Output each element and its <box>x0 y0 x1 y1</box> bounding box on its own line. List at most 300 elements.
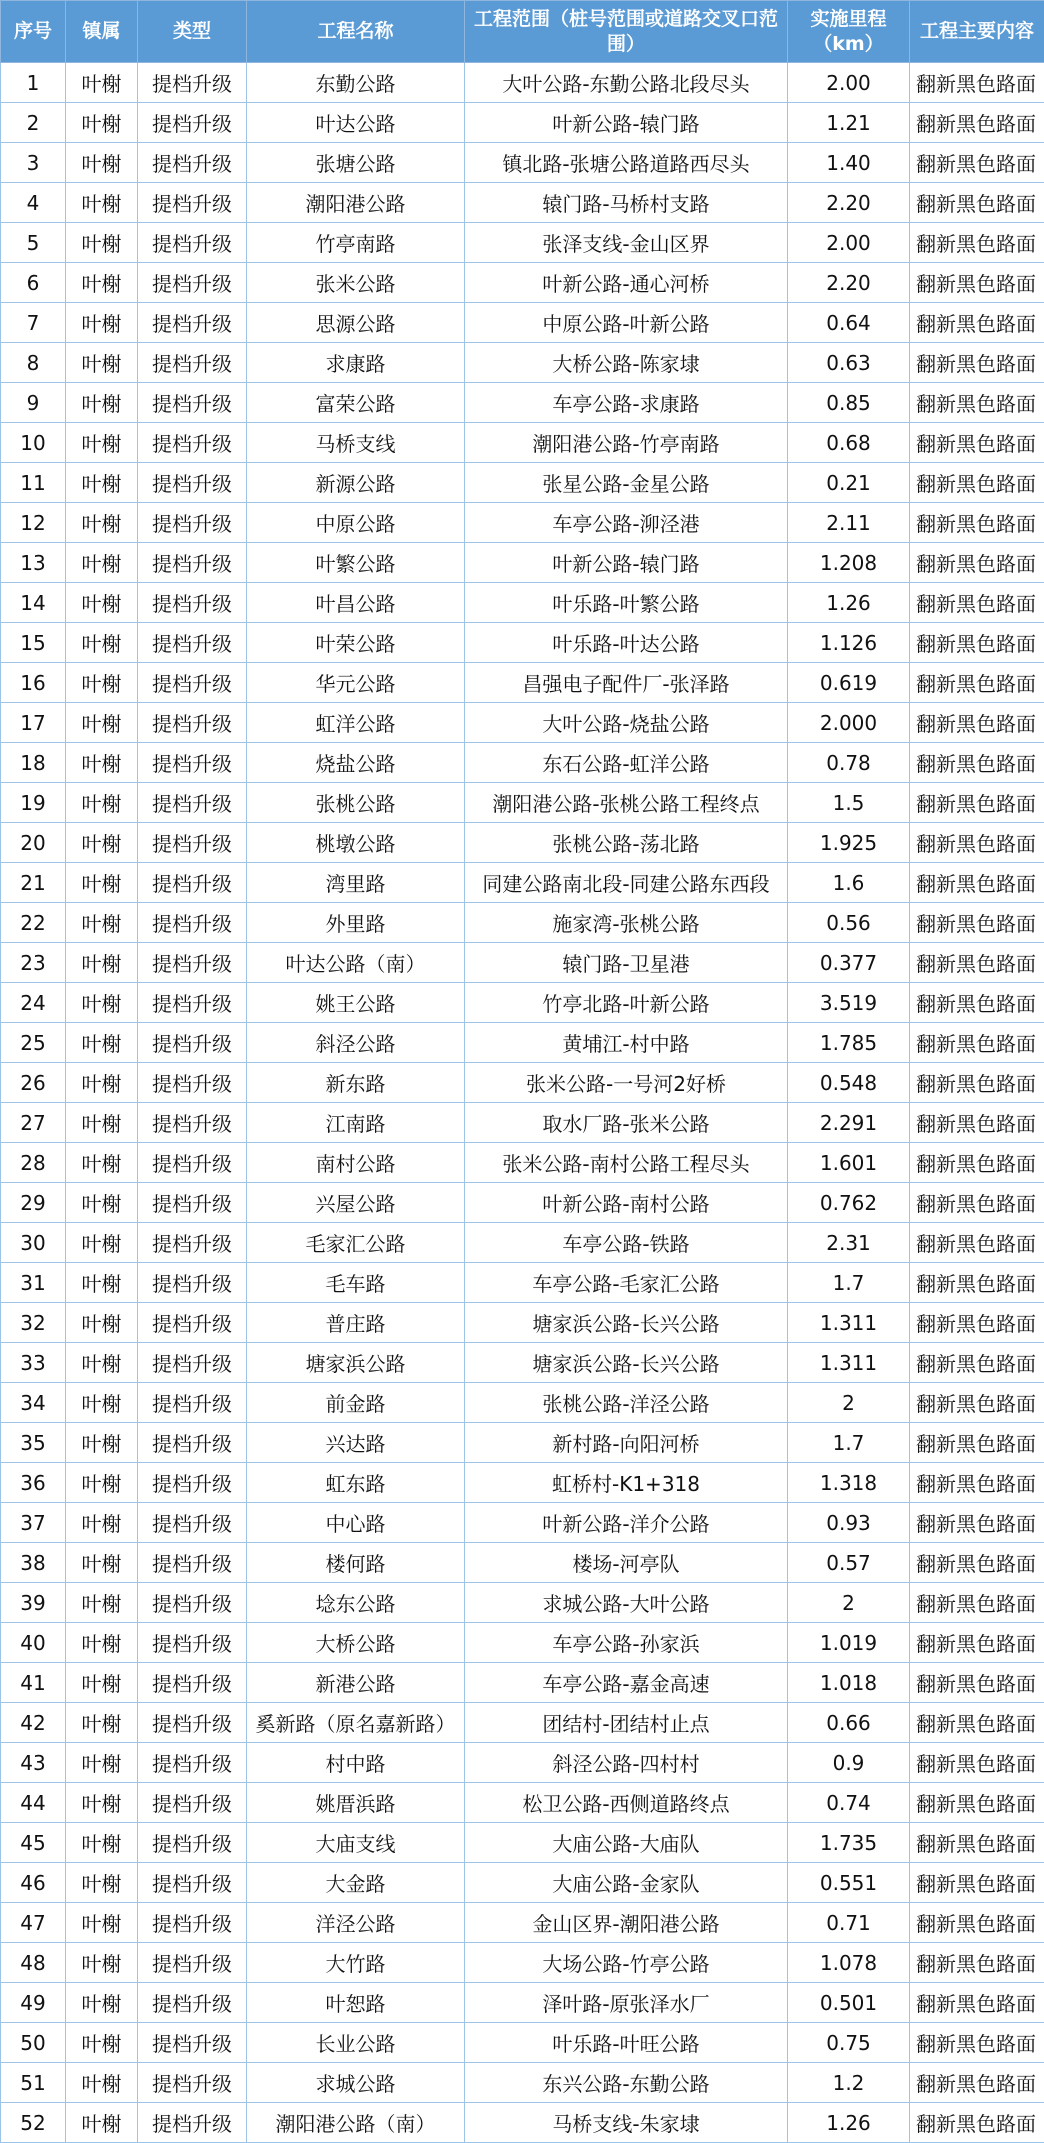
cell-project-scope: 叶新公路-洋介公路 <box>465 1503 788 1543</box>
header-project-scope: 工程范围（桩号范围或道路交叉口范围） <box>465 1 788 63</box>
cell-project-name: 兴屋公路 <box>247 1183 465 1223</box>
cell-project-scope: 团结村-团结村止点 <box>465 1703 788 1743</box>
cell-type: 提档升级 <box>138 1343 247 1383</box>
cell-main-content: 翻新黑色路面 <box>910 1103 1044 1143</box>
cell-project-scope: 马桥支线-朱家埭 <box>465 2103 788 2143</box>
cell-project-scope: 车亭公路-求康路 <box>465 383 788 423</box>
cell-project-name: 奚新路（原名嘉新路） <box>247 1703 465 1743</box>
cell-town: 叶榭 <box>66 503 138 543</box>
cell-index: 52 <box>1 2103 66 2143</box>
cell-mileage: 0.57 <box>788 1543 910 1583</box>
cell-main-content: 翻新黑色路面 <box>910 983 1044 1023</box>
cell-mileage: 0.66 <box>788 1703 910 1743</box>
cell-type: 提档升级 <box>138 1863 247 1903</box>
cell-type: 提档升级 <box>138 2103 247 2143</box>
cell-type: 提档升级 <box>138 1543 247 1583</box>
header-type: 类型 <box>138 1 247 63</box>
cell-project-scope: 张星公路-金星公路 <box>465 463 788 503</box>
cell-project-name: 叶恕路 <box>247 1983 465 2023</box>
cell-town: 叶榭 <box>66 703 138 743</box>
cell-project-scope: 车亭公路-泖泾港 <box>465 503 788 543</box>
cell-project-name: 毛家汇公路 <box>247 1223 465 1263</box>
cell-project-name: 思源公路 <box>247 303 465 343</box>
cell-mileage: 0.75 <box>788 2023 910 2063</box>
cell-project-name: 江南路 <box>247 1103 465 1143</box>
table-row <box>1 2023 1044 2063</box>
cell-project-scope: 东兴公路-东勤公路 <box>465 2063 788 2103</box>
table-row <box>1 1543 1044 1583</box>
cell-type: 提档升级 <box>138 903 247 943</box>
cell-mileage: 1.311 <box>788 1303 910 1343</box>
cell-mileage: 0.93 <box>788 1503 910 1543</box>
cell-mileage: 1.26 <box>788 583 910 623</box>
cell-index: 28 <box>1 1143 66 1183</box>
table-row <box>1 223 1044 263</box>
cell-project-scope: 车亭公路-铁路 <box>465 1223 788 1263</box>
cell-project-name: 大庙支线 <box>247 1823 465 1863</box>
cell-main-content: 翻新黑色路面 <box>910 903 1044 943</box>
cell-main-content: 翻新黑色路面 <box>910 1223 1044 1263</box>
cell-town: 叶榭 <box>66 1863 138 1903</box>
cell-index: 39 <box>1 1583 66 1623</box>
cell-project-name: 新源公路 <box>247 463 465 503</box>
header-town: 镇属 <box>66 1 138 63</box>
cell-town: 叶榭 <box>66 943 138 983</box>
cell-project-name: 桃墩公路 <box>247 823 465 863</box>
cell-town: 叶榭 <box>66 823 138 863</box>
cell-project-scope: 张桃公路-洋泾公路 <box>465 1383 788 1423</box>
cell-main-content: 翻新黑色路面 <box>910 303 1044 343</box>
cell-project-name: 虹东路 <box>247 1463 465 1503</box>
cell-project-scope: 车亭公路-嘉金高速 <box>465 1663 788 1703</box>
cell-type: 提档升级 <box>138 263 247 303</box>
cell-type: 提档升级 <box>138 1943 247 1983</box>
cell-type: 提档升级 <box>138 823 247 863</box>
cell-mileage: 0.56 <box>788 903 910 943</box>
cell-index: 40 <box>1 1623 66 1663</box>
cell-town: 叶榭 <box>66 1223 138 1263</box>
cell-mileage: 0.21 <box>788 463 910 503</box>
cell-mileage: 2.00 <box>788 223 910 263</box>
cell-main-content: 翻新黑色路面 <box>910 1343 1044 1383</box>
cell-main-content: 翻新黑色路面 <box>910 583 1044 623</box>
cell-index: 44 <box>1 1783 66 1823</box>
cell-project-scope: 叶新公路-辕门路 <box>465 103 788 143</box>
cell-town: 叶榭 <box>66 1103 138 1143</box>
cell-town: 叶榭 <box>66 1783 138 1823</box>
cell-main-content: 翻新黑色路面 <box>910 1543 1044 1583</box>
cell-type: 提档升级 <box>138 1383 247 1423</box>
cell-project-scope: 昌强电子配件厂-张泽路 <box>465 663 788 703</box>
cell-project-name: 叶繁公路 <box>247 543 465 583</box>
cell-project-name: 中原公路 <box>247 503 465 543</box>
cell-project-scope: 车亭公路-毛家汇公路 <box>465 1263 788 1303</box>
cell-type: 提档升级 <box>138 1503 247 1543</box>
cell-index: 6 <box>1 263 66 303</box>
cell-project-name: 毛车路 <box>247 1263 465 1303</box>
cell-project-scope: 松卫公路-西侧道路终点 <box>465 1783 788 1823</box>
cell-main-content: 翻新黑色路面 <box>910 263 1044 303</box>
cell-town: 叶榭 <box>66 1703 138 1743</box>
cell-town: 叶榭 <box>66 103 138 143</box>
cell-index: 16 <box>1 663 66 703</box>
table-row <box>1 463 1044 503</box>
cell-mileage: 0.78 <box>788 743 910 783</box>
cell-index: 38 <box>1 1543 66 1583</box>
cell-town: 叶榭 <box>66 263 138 303</box>
cell-main-content: 翻新黑色路面 <box>910 2063 1044 2103</box>
table-row <box>1 623 1044 663</box>
cell-mileage: 1.26 <box>788 2103 910 2143</box>
cell-project-name: 斜泾公路 <box>247 1023 465 1063</box>
cell-project-name: 求城公路 <box>247 2063 465 2103</box>
cell-project-name: 楼何路 <box>247 1543 465 1583</box>
table-row <box>1 1623 1044 1663</box>
cell-project-scope: 虹桥村-K1+318 <box>465 1463 788 1503</box>
cell-type: 提档升级 <box>138 303 247 343</box>
table-row <box>1 1503 1044 1543</box>
cell-type: 提档升级 <box>138 423 247 463</box>
cell-index: 48 <box>1 1943 66 1983</box>
cell-project-name: 叶昌公路 <box>247 583 465 623</box>
cell-town: 叶榭 <box>66 1503 138 1543</box>
cell-index: 19 <box>1 783 66 823</box>
cell-project-scope: 施家湾-张桃公路 <box>465 903 788 943</box>
cell-mileage: 1.925 <box>788 823 910 863</box>
table-row <box>1 143 1044 183</box>
cell-index: 42 <box>1 1703 66 1743</box>
table-row <box>1 1943 1044 1983</box>
cell-mileage: 2.11 <box>788 503 910 543</box>
table-row <box>1 263 1044 303</box>
cell-town: 叶榭 <box>66 1743 138 1783</box>
cell-project-scope: 潮阳港公路-竹亭南路 <box>465 423 788 463</box>
cell-index: 41 <box>1 1663 66 1703</box>
cell-index: 35 <box>1 1423 66 1463</box>
cell-mileage: 1.311 <box>788 1343 910 1383</box>
cell-type: 提档升级 <box>138 943 247 983</box>
cell-mileage: 0.551 <box>788 1863 910 1903</box>
cell-main-content: 翻新黑色路面 <box>910 1583 1044 1623</box>
table-body <box>1 63 1044 2143</box>
cell-project-name: 求康路 <box>247 343 465 383</box>
cell-town: 叶榭 <box>66 1183 138 1223</box>
cell-main-content: 翻新黑色路面 <box>910 503 1044 543</box>
table-row <box>1 1423 1044 1463</box>
cell-index: 1 <box>1 63 66 103</box>
cell-main-content: 翻新黑色路面 <box>910 543 1044 583</box>
cell-project-scope: 大桥公路-陈家埭 <box>465 343 788 383</box>
cell-project-name: 潮阳港公路（南） <box>247 2103 465 2143</box>
cell-main-content: 翻新黑色路面 <box>910 1383 1044 1423</box>
cell-town: 叶榭 <box>66 1623 138 1663</box>
cell-town: 叶榭 <box>66 63 138 103</box>
cell-project-scope: 辕门路-卫星港 <box>465 943 788 983</box>
cell-mileage: 0.501 <box>788 1983 910 2023</box>
cell-type: 提档升级 <box>138 1983 247 2023</box>
cell-project-scope: 叶乐路-叶达公路 <box>465 623 788 663</box>
cell-project-scope: 竹亭北路-叶新公路 <box>465 983 788 1023</box>
table-row <box>1 703 1044 743</box>
cell-mileage: 0.377 <box>788 943 910 983</box>
cell-type: 提档升级 <box>138 863 247 903</box>
cell-project-name: 长业公路 <box>247 2023 465 2063</box>
cell-type: 提档升级 <box>138 623 247 663</box>
cell-mileage: 1.019 <box>788 1623 910 1663</box>
cell-type: 提档升级 <box>138 583 247 623</box>
cell-type: 提档升级 <box>138 343 247 383</box>
cell-town: 叶榭 <box>66 863 138 903</box>
cell-town: 叶榭 <box>66 623 138 663</box>
cell-town: 叶榭 <box>66 983 138 1023</box>
cell-main-content: 翻新黑色路面 <box>910 623 1044 663</box>
table-row <box>1 1663 1044 1703</box>
cell-project-scope: 张桃公路-荡北路 <box>465 823 788 863</box>
cell-type: 提档升级 <box>138 463 247 503</box>
table-row <box>1 1783 1044 1823</box>
cell-town: 叶榭 <box>66 2023 138 2063</box>
table-row <box>1 543 1044 583</box>
cell-mileage: 0.68 <box>788 423 910 463</box>
cell-type: 提档升级 <box>138 743 247 783</box>
cell-town: 叶榭 <box>66 1023 138 1063</box>
cell-project-scope: 中原公路-叶新公路 <box>465 303 788 343</box>
cell-town: 叶榭 <box>66 143 138 183</box>
cell-project-scope: 大庙公路-金家队 <box>465 1863 788 1903</box>
table-row <box>1 1343 1044 1383</box>
cell-town: 叶榭 <box>66 1303 138 1343</box>
cell-mileage: 1.208 <box>788 543 910 583</box>
cell-project-scope: 潮阳港公路-张桃公路工程终点 <box>465 783 788 823</box>
cell-main-content: 翻新黑色路面 <box>910 1463 1044 1503</box>
cell-project-scope: 求城公路-大叶公路 <box>465 1583 788 1623</box>
cell-main-content: 翻新黑色路面 <box>910 703 1044 743</box>
cell-town: 叶榭 <box>66 1343 138 1383</box>
cell-index: 7 <box>1 303 66 343</box>
cell-mileage: 2.00 <box>788 63 910 103</box>
table-row <box>1 1703 1044 1743</box>
cell-index: 47 <box>1 1903 66 1943</box>
cell-main-content: 翻新黑色路面 <box>910 1503 1044 1543</box>
table-row <box>1 743 1044 783</box>
cell-main-content: 翻新黑色路面 <box>910 423 1044 463</box>
cell-index: 3 <box>1 143 66 183</box>
cell-mileage: 0.64 <box>788 303 910 343</box>
cell-index: 22 <box>1 903 66 943</box>
table-row <box>1 663 1044 703</box>
cell-main-content: 翻新黑色路面 <box>910 1023 1044 1063</box>
cell-mileage: 2 <box>788 1383 910 1423</box>
cell-town: 叶榭 <box>66 2063 138 2103</box>
cell-main-content: 翻新黑色路面 <box>910 2103 1044 2143</box>
cell-index: 17 <box>1 703 66 743</box>
cell-type: 提档升级 <box>138 1623 247 1663</box>
cell-project-scope: 大叶公路-烧盐公路 <box>465 703 788 743</box>
cell-type: 提档升级 <box>138 103 247 143</box>
cell-index: 18 <box>1 743 66 783</box>
cell-project-name: 潮阳港公路 <box>247 183 465 223</box>
cell-index: 49 <box>1 1983 66 2023</box>
cell-project-name: 兴达路 <box>247 1423 465 1463</box>
cell-type: 提档升级 <box>138 2063 247 2103</box>
cell-mileage: 2 <box>788 1583 910 1623</box>
cell-mileage: 0.548 <box>788 1063 910 1103</box>
cell-project-name: 竹亭南路 <box>247 223 465 263</box>
cell-index: 15 <box>1 623 66 663</box>
cell-project-scope: 斜泾公路-四村村 <box>465 1743 788 1783</box>
table-row <box>1 183 1044 223</box>
cell-project-scope: 张米公路-一号河2好桥 <box>465 1063 788 1103</box>
cell-project-name: 中心路 <box>247 1503 465 1543</box>
cell-main-content: 翻新黑色路面 <box>910 823 1044 863</box>
cell-type: 提档升级 <box>138 1663 247 1703</box>
cell-type: 提档升级 <box>138 1903 247 1943</box>
cell-project-scope: 叶新公路-南村公路 <box>465 1183 788 1223</box>
cell-main-content: 翻新黑色路面 <box>910 1143 1044 1183</box>
cell-project-name: 大桥公路 <box>247 1623 465 1663</box>
cell-main-content: 翻新黑色路面 <box>910 1823 1044 1863</box>
cell-project-name: 华元公路 <box>247 663 465 703</box>
cell-index: 25 <box>1 1023 66 1063</box>
cell-mileage: 1.40 <box>788 143 910 183</box>
cell-index: 13 <box>1 543 66 583</box>
cell-town: 叶榭 <box>66 1143 138 1183</box>
cell-type: 提档升级 <box>138 543 247 583</box>
cell-main-content: 翻新黑色路面 <box>910 943 1044 983</box>
cell-index: 31 <box>1 1263 66 1303</box>
table-row <box>1 1063 1044 1103</box>
cell-index: 11 <box>1 463 66 503</box>
cell-index: 24 <box>1 983 66 1023</box>
header-row <box>1 1 1044 63</box>
cell-index: 37 <box>1 1503 66 1543</box>
cell-project-name: 姚王公路 <box>247 983 465 1023</box>
cell-project-name: 新东路 <box>247 1063 465 1103</box>
cell-project-scope: 叶乐路-叶繁公路 <box>465 583 788 623</box>
cell-index: 12 <box>1 503 66 543</box>
cell-index: 36 <box>1 1463 66 1503</box>
cell-main-content: 翻新黑色路面 <box>910 1863 1044 1903</box>
table-row <box>1 583 1044 623</box>
table-row <box>1 423 1044 463</box>
cell-index: 27 <box>1 1103 66 1143</box>
cell-project-name: 前金路 <box>247 1383 465 1423</box>
cell-main-content: 翻新黑色路面 <box>910 1783 1044 1823</box>
cell-type: 提档升级 <box>138 1263 247 1303</box>
cell-town: 叶榭 <box>66 223 138 263</box>
cell-type: 提档升级 <box>138 1823 247 1863</box>
table-row <box>1 1463 1044 1503</box>
table-row <box>1 1383 1044 1423</box>
cell-town: 叶榭 <box>66 783 138 823</box>
cell-project-scope: 大场公路-竹亭公路 <box>465 1943 788 1983</box>
cell-index: 5 <box>1 223 66 263</box>
cell-town: 叶榭 <box>66 1663 138 1703</box>
cell-mileage: 2.20 <box>788 183 910 223</box>
cell-town: 叶榭 <box>66 383 138 423</box>
cell-type: 提档升级 <box>138 1223 247 1263</box>
cell-index: 45 <box>1 1823 66 1863</box>
cell-project-name: 埝东公路 <box>247 1583 465 1623</box>
cell-project-name: 叶荣公路 <box>247 623 465 663</box>
cell-type: 提档升级 <box>138 1023 247 1063</box>
cell-mileage: 2.31 <box>788 1223 910 1263</box>
table-row <box>1 823 1044 863</box>
table-row <box>1 1583 1044 1623</box>
table-row <box>1 1143 1044 1183</box>
header-project-name: 工程名称 <box>247 1 465 63</box>
cell-index: 20 <box>1 823 66 863</box>
cell-mileage: 1.785 <box>788 1023 910 1063</box>
table-row <box>1 1223 1044 1263</box>
cell-type: 提档升级 <box>138 1103 247 1143</box>
cell-index: 4 <box>1 183 66 223</box>
cell-project-name: 叶达公路（南） <box>247 943 465 983</box>
table-row <box>1 1903 1044 1943</box>
table-row <box>1 903 1044 943</box>
cell-project-scope: 车亭公路-孙家浜 <box>465 1623 788 1663</box>
cell-index: 14 <box>1 583 66 623</box>
cell-project-name: 外里路 <box>247 903 465 943</box>
cell-town: 叶榭 <box>66 1823 138 1863</box>
cell-project-scope: 同建公路南北段-同建公路东西段 <box>465 863 788 903</box>
cell-mileage: 1.018 <box>788 1663 910 1703</box>
table-row <box>1 1023 1044 1063</box>
table-row <box>1 383 1044 423</box>
cell-type: 提档升级 <box>138 1463 247 1503</box>
table-row <box>1 1983 1044 2023</box>
cell-project-name: 村中路 <box>247 1743 465 1783</box>
cell-index: 46 <box>1 1863 66 1903</box>
cell-index: 10 <box>1 423 66 463</box>
table-row <box>1 863 1044 903</box>
cell-project-scope: 叶新公路-通心河桥 <box>465 263 788 303</box>
cell-type: 提档升级 <box>138 143 247 183</box>
table-row <box>1 1863 1044 1903</box>
cell-main-content: 翻新黑色路面 <box>910 1663 1044 1703</box>
cell-town: 叶榭 <box>66 1903 138 1943</box>
table-row <box>1 343 1044 383</box>
cell-index: 32 <box>1 1303 66 1343</box>
cell-project-name: 洋泾公路 <box>247 1903 465 1943</box>
cell-main-content: 翻新黑色路面 <box>910 1063 1044 1103</box>
cell-town: 叶榭 <box>66 463 138 503</box>
cell-project-scope: 辕门路-马桥村支路 <box>465 183 788 223</box>
cell-mileage: 1.7 <box>788 1423 910 1463</box>
cell-main-content: 翻新黑色路面 <box>910 1943 1044 1983</box>
cell-type: 提档升级 <box>138 1063 247 1103</box>
cell-mileage: 3.519 <box>788 983 910 1023</box>
cell-project-scope: 张泽支线-金山区界 <box>465 223 788 263</box>
cell-main-content: 翻新黑色路面 <box>910 223 1044 263</box>
cell-project-scope: 楼场-河亭队 <box>465 1543 788 1583</box>
cell-project-scope: 叶乐路-叶旺公路 <box>465 2023 788 2063</box>
cell-main-content: 翻新黑色路面 <box>910 743 1044 783</box>
cell-main-content: 翻新黑色路面 <box>910 1703 1044 1743</box>
cell-town: 叶榭 <box>66 303 138 343</box>
cell-project-name: 新港公路 <box>247 1663 465 1703</box>
cell-type: 提档升级 <box>138 1183 247 1223</box>
cell-mileage: 1.5 <box>788 783 910 823</box>
cell-project-scope: 东石公路-虹洋公路 <box>465 743 788 783</box>
cell-main-content: 翻新黑色路面 <box>910 863 1044 903</box>
cell-mileage: 1.2 <box>788 2063 910 2103</box>
cell-main-content: 翻新黑色路面 <box>910 343 1044 383</box>
cell-town: 叶榭 <box>66 343 138 383</box>
cell-mileage: 2.000 <box>788 703 910 743</box>
cell-type: 提档升级 <box>138 983 247 1023</box>
cell-index: 43 <box>1 1743 66 1783</box>
